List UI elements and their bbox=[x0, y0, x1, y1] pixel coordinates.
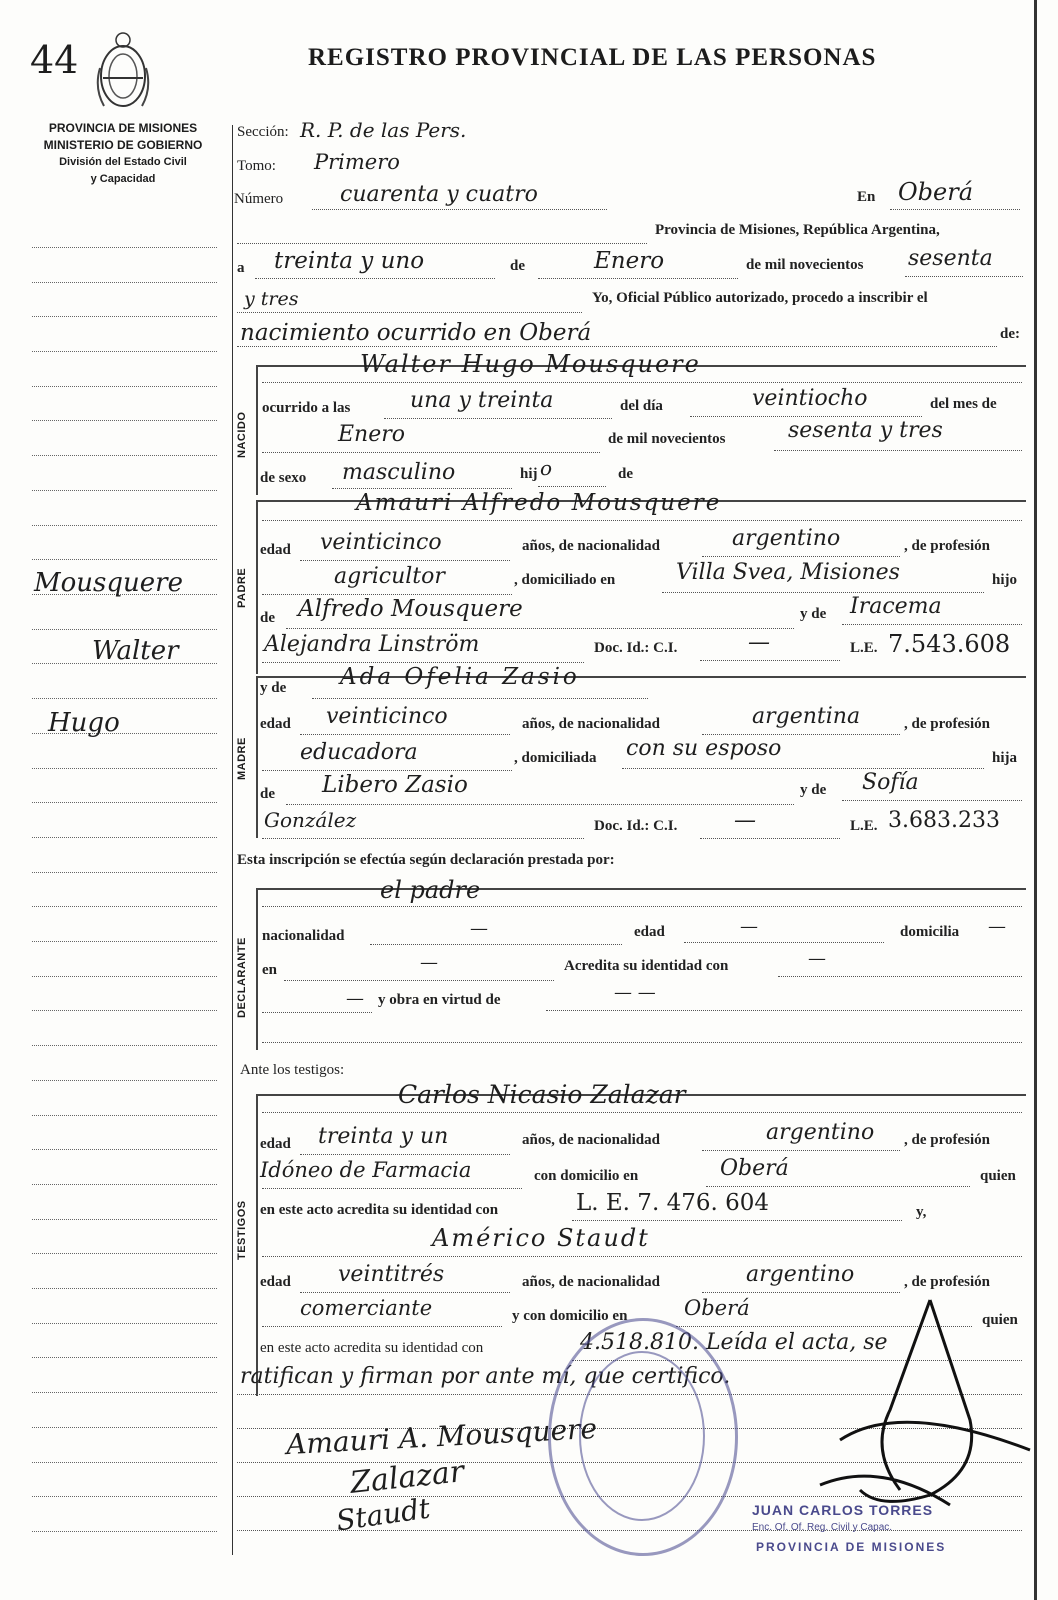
value-t1-doc: L. E. 7. 476. 604 bbox=[576, 1190, 769, 1216]
value-t1-edad: treinta y un bbox=[318, 1124, 449, 1149]
value-madre-le: 3.683.233 bbox=[888, 808, 1000, 833]
testigo2-nombre: Américo Staudt bbox=[432, 1224, 650, 1252]
page-title: REGISTRO PROVINCIAL DE LAS PERSONAS bbox=[308, 44, 877, 71]
label-t1-anios: años, de nacionalidad bbox=[522, 1132, 660, 1148]
margin-dotted-line bbox=[32, 837, 217, 838]
label-seccion: Sección: bbox=[237, 124, 289, 140]
value-padre-ci: — bbox=[748, 630, 770, 655]
label-decl-nac: nacionalidad bbox=[262, 928, 345, 944]
label-decl-edad: edad bbox=[634, 924, 665, 940]
margin-dotted-line bbox=[32, 1010, 217, 1011]
margin-dotted-line bbox=[32, 316, 217, 317]
margin-dotted-line bbox=[32, 247, 217, 248]
label-de-hij: de bbox=[618, 466, 633, 482]
label-ocurrido: ocurrido a las bbox=[262, 400, 351, 416]
value-t2-edad: veintitrés bbox=[338, 1262, 445, 1287]
value-anio-cont: y tres bbox=[244, 288, 299, 310]
label-sexo: de sexo bbox=[260, 470, 307, 486]
label-hij: hij bbox=[520, 466, 538, 482]
label-t2-acredita: en este acto acredita su identidad con bbox=[260, 1340, 484, 1356]
value-padre-domicilio: Villa Svea, Misiones bbox=[676, 560, 900, 585]
label-t1-y: y, bbox=[916, 1204, 927, 1220]
margin-surname: Mousquere bbox=[34, 568, 183, 598]
section-label-madre: MADRE bbox=[236, 737, 248, 780]
margin-dotted-line bbox=[32, 629, 217, 630]
label-numero: Número bbox=[234, 191, 284, 207]
label-decl-domicilia: domicilia bbox=[900, 924, 960, 940]
value-madre-madre-cont: González bbox=[264, 808, 357, 832]
official-signature-scribble bbox=[780, 1290, 1050, 1520]
registry-seal-stamp bbox=[548, 1318, 738, 1556]
label-t2-anios: años, de nacionalidad bbox=[522, 1274, 660, 1290]
label-de-mil-nac: de mil novecientos bbox=[608, 431, 726, 447]
margin-dotted-line bbox=[32, 1115, 217, 1116]
signature-father: Amauri A. Mousquere bbox=[285, 1411, 598, 1462]
value-t2-doc: 4.518.810. Leída el acta, se bbox=[580, 1330, 888, 1355]
margin-dotted-line bbox=[32, 1184, 217, 1185]
value-t1-nac: argentino bbox=[766, 1120, 875, 1145]
label-t2-edad: edad bbox=[260, 1274, 291, 1290]
main-divider bbox=[232, 125, 233, 1555]
label-madre-prof: , de profesión bbox=[904, 716, 990, 732]
label-padre-edad: edad bbox=[260, 542, 291, 558]
issuer-block bbox=[28, 120, 218, 188]
label-esta-inscripcion: Esta inscripción se efectúa según declaración prestada por: bbox=[237, 852, 615, 868]
value-en-localidad: Oberá bbox=[898, 178, 974, 206]
value-decl-dom: — bbox=[988, 916, 1006, 937]
margin-dotted-line bbox=[32, 906, 217, 907]
official-stamp-province: PROVINCIA DE MISIONES bbox=[756, 1540, 947, 1554]
value-decl-obra-pre: — bbox=[346, 988, 364, 1009]
official-stamp-role: Enc. Of. Of. Reg. Civil y Capac. bbox=[752, 1522, 893, 1533]
margin-dotted-line bbox=[32, 525, 217, 526]
label-t2-prof: , de profesión bbox=[904, 1274, 990, 1290]
label-a: a bbox=[237, 260, 245, 276]
label-padre-le: L.E. bbox=[850, 640, 878, 656]
value-madre-prof: educadora bbox=[300, 740, 418, 765]
value-mes-nac: Enero bbox=[338, 422, 406, 447]
label-t1-acredita: en este acto acredita su identidad con bbox=[260, 1202, 499, 1218]
label-t2-dom: y con domicilio en bbox=[512, 1308, 628, 1324]
value-hora: una y treinta bbox=[410, 388, 554, 413]
label-padre-domicilio: , domiciliado en bbox=[514, 572, 616, 588]
label-t1-quien: quien bbox=[980, 1168, 1016, 1184]
signature-witness-2: Staudt bbox=[334, 1491, 433, 1538]
value-dia: treinta y uno bbox=[274, 248, 425, 274]
label-t2-quien: quien bbox=[982, 1312, 1018, 1328]
label-t1-prof: , de profesión bbox=[904, 1132, 990, 1148]
value-madre-edad: veinticinco bbox=[326, 704, 448, 729]
value-sexo: masculino bbox=[342, 460, 456, 485]
margin-dotted-line bbox=[32, 282, 217, 283]
nacido-nombre: Walter Hugo Mousquere bbox=[360, 350, 701, 378]
padre-nombre: Amauri Alfredo Mousquere bbox=[356, 490, 722, 516]
margin-dotted-line bbox=[32, 1531, 217, 1532]
value-madre-de: Libero Zasio bbox=[322, 772, 468, 798]
margin-second-name: Hugo bbox=[48, 708, 120, 738]
signature-witness-1: Zalazar bbox=[348, 1454, 466, 1501]
issuer-line-1: PROVINCIA DE MISIONES bbox=[48, 121, 198, 135]
margin-dotted-line bbox=[32, 768, 217, 769]
margin-dotted-line bbox=[32, 1149, 217, 1150]
section-label-padre: PADRE bbox=[236, 567, 248, 608]
label-madre-domicilio: , domiciliada bbox=[514, 750, 597, 766]
issuer-line-4: y Capacidad bbox=[90, 173, 156, 185]
margin-dotted-line bbox=[32, 386, 217, 387]
coat-of-arms-emblem bbox=[90, 28, 156, 116]
margin-dotted-line bbox=[32, 1080, 217, 1081]
issuer-line-2: MINISTERIO DE GOBIERNO bbox=[43, 138, 203, 152]
margin-dotted-line bbox=[32, 802, 217, 803]
value-t2-dom: Oberá bbox=[684, 1296, 750, 1320]
value-seccion: R. P. de las Pers. bbox=[300, 118, 467, 142]
value-mes: Enero bbox=[594, 248, 665, 274]
madre-nombre: Ada Ofelia Zasio bbox=[340, 664, 580, 690]
value-decl-acredita: — bbox=[808, 948, 826, 969]
margin-dotted-line bbox=[32, 872, 217, 873]
margin-dotted-line bbox=[32, 941, 217, 942]
label-ante-testigos: Ante los testigos: bbox=[240, 1062, 345, 1078]
margin-dotted-line bbox=[32, 559, 217, 560]
value-padre-edad: veinticinco bbox=[320, 530, 442, 555]
margin-dotted-line bbox=[32, 455, 217, 456]
value-dia-nac: veintiocho bbox=[752, 386, 868, 411]
label-decl-obra: y obra en virtud de bbox=[378, 992, 501, 1008]
document-number: 44 bbox=[30, 38, 79, 82]
value-decl-obra: — — bbox=[614, 982, 656, 1003]
value-madre-domicilio: con su esposo bbox=[626, 736, 782, 761]
label-de-mil: de mil novecientos bbox=[746, 257, 864, 273]
margin-dotted-line bbox=[32, 1496, 217, 1497]
label-madre-y-de: y de bbox=[260, 680, 287, 696]
label-madre-hija: hija bbox=[992, 750, 1018, 766]
value-padre-madre-cont: Alejandra Linström bbox=[264, 632, 480, 657]
label-de-colon: de: bbox=[1000, 326, 1020, 342]
margin-dotted-line bbox=[32, 1323, 217, 1324]
value-padre-prof: agricultor bbox=[334, 564, 445, 589]
label-del-dia: del día bbox=[620, 398, 663, 414]
label-madre-le: L.E. bbox=[850, 818, 878, 834]
label-padre-docid: Doc. Id.: C.I. bbox=[594, 640, 678, 656]
value-madre-y-de: Sofía bbox=[862, 770, 919, 795]
margin-dotted-line bbox=[32, 1219, 217, 1220]
margin-dotted-line bbox=[32, 1427, 217, 1428]
label-del-mes: del mes de bbox=[930, 396, 997, 412]
value-anio-nac: sesenta y tres bbox=[788, 418, 943, 443]
value-decl-edad: — bbox=[740, 916, 758, 937]
value-tomo: Primero bbox=[314, 150, 400, 174]
issuer-line-3: División del Estado Civil bbox=[59, 156, 187, 168]
label-padre-anios: años, de nacionalidad bbox=[522, 538, 660, 554]
value-decl-nac: — bbox=[470, 918, 488, 939]
value-padre-de: Alfredo Mousquere bbox=[298, 596, 523, 622]
value-t2-nac: argentino bbox=[746, 1262, 855, 1287]
declarante-nombre: el padre bbox=[380, 876, 481, 904]
margin-first-name: Walter bbox=[92, 636, 179, 666]
label-t1-edad: edad bbox=[260, 1136, 291, 1152]
value-anio: sesenta bbox=[908, 246, 993, 271]
label-madre-anios: años, de nacionalidad bbox=[522, 716, 660, 732]
value-t1-prof: Idóneo de Farmacia bbox=[260, 1158, 472, 1182]
section-label-testigos: TESTIGOS bbox=[236, 1200, 248, 1260]
testigo1-nombre: Carlos Nicasio Zalazar bbox=[398, 1080, 686, 1109]
value-madre-ci: — bbox=[734, 808, 756, 833]
margin-dotted-line bbox=[32, 1392, 217, 1393]
label-tomo: Tomo: bbox=[237, 158, 276, 174]
value-t2-prof: comerciante bbox=[300, 1296, 433, 1320]
label-decl-en: en bbox=[262, 962, 277, 978]
label-provincia: Provincia de Misiones, República Argentina, bbox=[655, 222, 940, 238]
label-madre-edad: edad bbox=[260, 716, 291, 732]
value-t2-cierre: ratifican y firman por ante mí, que certifico. bbox=[240, 1364, 731, 1389]
label-padre-hijo: hijo bbox=[992, 572, 1018, 588]
value-padre-y-de: Iracema bbox=[850, 594, 942, 619]
label-decl-acredita: Acredita su identidad con bbox=[564, 958, 729, 974]
value-t1-dom: Oberá bbox=[720, 1156, 789, 1181]
label-madre-y-de-2: y de bbox=[800, 782, 827, 798]
page-edge bbox=[1034, 0, 1037, 1600]
margin-dotted-line bbox=[32, 1462, 217, 1463]
label-t1-dom: con domicilio en bbox=[534, 1168, 639, 1184]
margin-dotted-line bbox=[32, 1253, 217, 1254]
label-yo-oficial: Yo, Oficial Público autorizado, procedo a inscribir el bbox=[592, 290, 928, 306]
value-madre-nac: argentina bbox=[752, 704, 861, 729]
value-inscribir: nacimiento ocurrido en Oberá bbox=[240, 320, 592, 346]
label-madre-de: de bbox=[260, 786, 275, 802]
margin-dotted-line bbox=[32, 1357, 217, 1358]
label-padre-prof: , de profesión bbox=[904, 538, 990, 554]
margin-dotted-line bbox=[32, 490, 217, 491]
margin-dotted-line bbox=[32, 351, 217, 352]
label-de-mes: de bbox=[510, 258, 525, 274]
label-padre-y-de: y de bbox=[800, 606, 827, 622]
section-label-nacido: NACIDO bbox=[236, 411, 248, 458]
section-label-declarante: DECLARANTE bbox=[236, 937, 248, 1018]
value-decl-en: — bbox=[420, 952, 438, 973]
label-padre-de: de bbox=[260, 610, 275, 626]
label-madre-docid: Doc. Id.: C.I. bbox=[594, 818, 678, 834]
value-hijo-suffix: o bbox=[540, 456, 553, 480]
value-numero: cuarenta y cuatro bbox=[340, 182, 538, 207]
official-stamp-name: JUAN CARLOS TORRES bbox=[752, 1502, 934, 1518]
margin-dotted-line bbox=[32, 1045, 217, 1046]
value-padre-nac: argentino bbox=[732, 526, 841, 551]
margin-dotted-line bbox=[32, 698, 217, 699]
margin-dotted-line bbox=[32, 976, 217, 977]
label-en: En bbox=[857, 189, 876, 205]
margin-dotted-line bbox=[32, 1288, 217, 1289]
margin-dotted-line bbox=[32, 420, 217, 421]
value-padre-le: 7.543.608 bbox=[888, 630, 1011, 658]
